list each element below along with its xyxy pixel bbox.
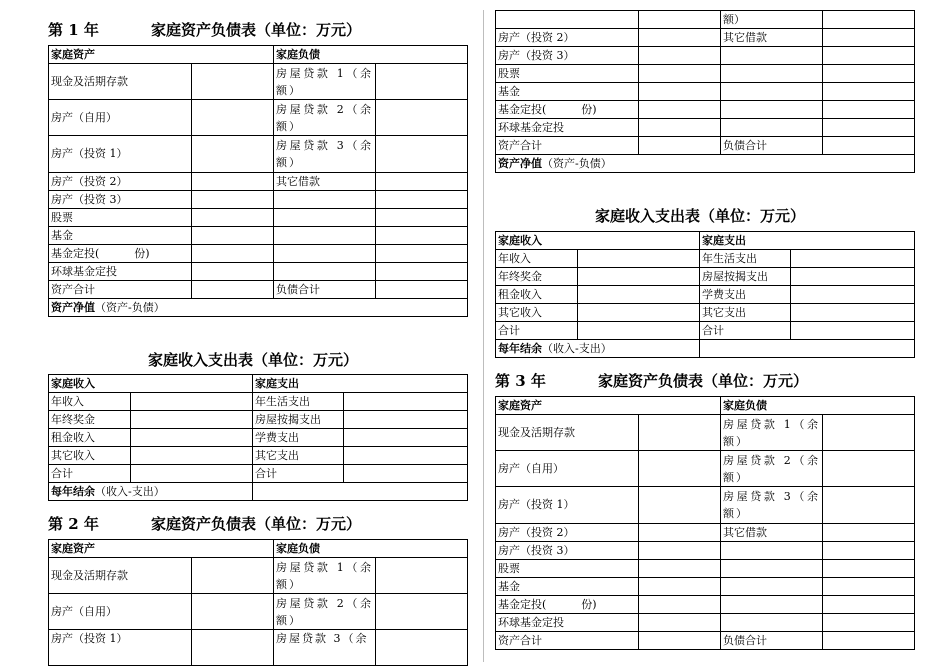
balance-sheet-title: 家庭资产负债表（单位：万元） [151, 515, 362, 533]
value-cell[interactable] [192, 173, 274, 191]
net-worth-note: （资产-负债） [542, 156, 612, 170]
row-label: 房产（投资 2） [496, 524, 639, 542]
value-cell[interactable] [578, 304, 700, 322]
value-cell[interactable] [700, 340, 915, 358]
assets-header: 家庭资产 [49, 46, 274, 64]
value-cell[interactable] [639, 451, 721, 487]
table-row [496, 487, 915, 524]
value-cell[interactable] [791, 250, 915, 268]
row-label: 房屋贷款 2（余额） [274, 100, 376, 136]
row-label: 其它收入 [49, 447, 131, 465]
row-label: 基金定投( 份) [49, 245, 192, 263]
value-cell[interactable] [376, 100, 468, 136]
table-row [49, 100, 468, 136]
row-label: 合计 [496, 322, 578, 340]
value-cell[interactable] [823, 632, 915, 650]
surplus-row [49, 483, 253, 501]
table-row [49, 411, 468, 429]
row-label: 年收入 [49, 393, 131, 411]
row-label: 额） [721, 11, 823, 29]
table-row [496, 155, 915, 173]
row-label: 合计 [49, 465, 131, 483]
table-row [49, 558, 468, 594]
net-worth-label: 资产净值 [498, 156, 542, 170]
table-row [496, 286, 915, 304]
row-label: 年生活支出 [700, 250, 791, 268]
table-row [49, 263, 468, 281]
value-cell[interactable] [192, 64, 274, 100]
table-row [496, 524, 915, 542]
assets-header: 家庭资产 [496, 397, 721, 415]
table-row [49, 594, 468, 630]
value-cell[interactable] [344, 429, 468, 447]
table-row [496, 322, 915, 340]
value-cell[interactable] [192, 263, 274, 281]
value-cell[interactable] [823, 487, 915, 524]
row-label: 房产（自用） [49, 100, 192, 136]
table-row [49, 375, 468, 393]
table-row [49, 64, 468, 100]
row-label: 租金收入 [496, 286, 578, 304]
value-cell[interactable] [823, 451, 915, 487]
table-row [496, 614, 915, 632]
value-cell[interactable] [131, 429, 253, 447]
row-label: 其它借款 [721, 524, 823, 542]
value-cell[interactable] [639, 83, 721, 101]
value-cell[interactable] [192, 136, 274, 173]
row-label: 房产（投资 3） [49, 191, 192, 209]
row-label: 房屋贷款 3（余额） [274, 136, 376, 173]
table-row [496, 560, 915, 578]
year-label: 第 2 年 [48, 515, 99, 533]
surplus-label: 每年结余 [498, 341, 542, 355]
value-cell[interactable] [639, 632, 721, 650]
value-cell[interactable] [639, 29, 721, 47]
table-row [49, 136, 468, 173]
row-label: 年生活支出 [253, 393, 344, 411]
row-label: 房屋贷款 3（余 [274, 630, 376, 666]
table-row [49, 540, 468, 558]
value-cell[interactable] [376, 594, 468, 630]
table-row [49, 173, 468, 191]
balance-sheet-year-1 [48, 45, 468, 317]
value-cell[interactable] [376, 281, 468, 299]
value-cell[interactable] [791, 268, 915, 286]
balance-sheet-title: 家庭资产负债表（单位：万元） [151, 21, 362, 39]
row-label: 房屋贷款 3（余额） [721, 487, 823, 524]
table-row [49, 393, 468, 411]
surplus-note: （收入-支出） [95, 484, 165, 498]
assets-header: 家庭资产 [49, 540, 274, 558]
income-sheet-year-2 [495, 231, 915, 358]
value-cell[interactable] [639, 65, 721, 83]
row-label: 负债合计 [721, 632, 823, 650]
liabilities-header: 家庭负债 [721, 397, 915, 415]
row-label: 房屋贷款 1（余额） [274, 558, 376, 594]
row-label: 房产（投资 1） [49, 630, 192, 666]
table-row [496, 542, 915, 560]
table-row [496, 578, 915, 596]
surplus-note: （收入-支出） [542, 341, 612, 355]
table-row [496, 397, 915, 415]
value-cell[interactable] [344, 411, 468, 429]
row-label: 其它借款 [721, 29, 823, 47]
value-cell[interactable] [376, 136, 468, 173]
value-cell[interactable] [578, 250, 700, 268]
row-label: 房产（投资 2） [496, 29, 639, 47]
row-label: 股票 [496, 65, 639, 83]
row-label: 房屋贷款 1（余额） [721, 415, 823, 451]
value-cell[interactable] [192, 281, 274, 299]
row-label: 学费支出 [700, 286, 791, 304]
expense-header: 家庭支出 [253, 375, 468, 393]
value-cell[interactable] [192, 100, 274, 136]
value-cell[interactable] [639, 11, 721, 29]
value-cell[interactable] [376, 173, 468, 191]
table-row [49, 465, 468, 483]
value-cell[interactable] [823, 524, 915, 542]
row-label: 房产（自用） [496, 451, 639, 487]
surplus-label: 每年结余 [51, 484, 95, 498]
expense-header: 家庭支出 [700, 232, 915, 250]
value-cell[interactable] [578, 268, 700, 286]
value-cell[interactable] [791, 286, 915, 304]
row-label: 房产（投资 2） [49, 173, 192, 191]
balance-sheet-year-2 [48, 539, 468, 666]
table-row [496, 29, 915, 47]
value-cell[interactable] [639, 578, 721, 596]
table-row [496, 250, 915, 268]
liabilities-header: 家庭负债 [274, 540, 468, 558]
row-label: 其它支出 [253, 447, 344, 465]
row-label: 资产合计 [496, 632, 639, 650]
value-cell[interactable] [192, 227, 274, 245]
row-label: 房产（投资 1） [49, 136, 192, 173]
row-label: 资产合计 [49, 281, 192, 299]
row-label: 基金 [496, 578, 639, 596]
row-label: 现金及活期存款 [496, 415, 639, 451]
row-label: 房产（投资 1） [496, 487, 639, 524]
value-cell[interactable] [192, 191, 274, 209]
table-row [496, 47, 915, 65]
value-cell[interactable] [192, 245, 274, 263]
table-row [496, 596, 915, 614]
value-cell[interactable] [639, 119, 721, 137]
value-cell[interactable] [578, 286, 700, 304]
value-cell[interactable] [131, 411, 253, 429]
value-cell[interactable] [639, 415, 721, 451]
row-label: 其它收入 [496, 304, 578, 322]
row-label: 房屋贷款 2（余额） [274, 594, 376, 630]
table-row [49, 209, 468, 227]
value-cell[interactable] [823, 11, 915, 29]
value-cell[interactable] [344, 447, 468, 465]
row-label: 房屋贷款 1（余额） [274, 64, 376, 100]
net-worth-row [496, 155, 915, 173]
income-sheet-year-1 [48, 374, 468, 501]
value-cell[interactable] [639, 101, 721, 119]
table-row [496, 83, 915, 101]
balance-sheet-title: 家庭资产负债表（单位：万元） [598, 372, 809, 390]
table-row [496, 11, 915, 29]
row-label: 环球基金定投 [49, 263, 192, 281]
row-label: 学费支出 [253, 429, 344, 447]
row-label: 房产（投资 3） [496, 542, 639, 560]
row-label: 负债合计 [274, 281, 376, 299]
surplus-row [496, 340, 700, 358]
value-cell[interactable] [131, 393, 253, 411]
row-label: 环球基金定投 [496, 119, 639, 137]
table-row [496, 268, 915, 286]
table-row [49, 46, 468, 64]
balance-sheet-year-3 [495, 396, 915, 650]
row-label: 房屋按揭支出 [700, 268, 791, 286]
row-label: 合计 [253, 465, 344, 483]
value-cell[interactable] [639, 487, 721, 524]
value-cell[interactable] [253, 483, 468, 501]
value-cell[interactable] [823, 415, 915, 451]
row-label: 现金及活期存款 [49, 64, 192, 100]
value-cell[interactable] [639, 542, 721, 560]
value-cell[interactable] [344, 393, 468, 411]
value-cell[interactable] [578, 322, 700, 340]
row-label: 基金定投( 份) [496, 101, 639, 119]
table-row [49, 483, 468, 501]
table-row [49, 191, 468, 209]
table-row [49, 299, 468, 317]
row-label: 房产（投资 3） [496, 47, 639, 65]
row-label: 房产（自用） [49, 594, 192, 630]
table-row [496, 340, 915, 358]
income-header: 家庭收入 [49, 375, 253, 393]
value-cell[interactable] [131, 447, 253, 465]
table-row [496, 451, 915, 487]
year-label: 第 3 年 [495, 372, 546, 390]
value-cell[interactable] [131, 465, 253, 483]
table-row [496, 415, 915, 451]
value-cell[interactable] [376, 64, 468, 100]
value-cell[interactable] [639, 560, 721, 578]
liabilities-header: 家庭负债 [274, 46, 468, 64]
value-cell[interactable] [639, 614, 721, 632]
row-label: 年终奖金 [49, 411, 131, 429]
value-cell[interactable] [823, 137, 915, 155]
row-label: 现金及活期存款 [49, 558, 192, 594]
row-label: 房屋贷款 2（余额） [721, 451, 823, 487]
table-row [49, 447, 468, 465]
table-row [49, 429, 468, 447]
net-worth-row [49, 299, 468, 317]
row-label: 年收入 [496, 250, 578, 268]
year-label: 第 1 年 [48, 21, 99, 39]
value-cell[interactable] [639, 47, 721, 65]
table-row [49, 245, 468, 263]
income-sheet-title: 家庭收入支出表（单位：万元） [148, 351, 359, 369]
row-label: 股票 [49, 209, 192, 227]
value-cell[interactable] [639, 137, 721, 155]
table-row [496, 632, 915, 650]
table-row [496, 304, 915, 322]
net-worth-note: （资产-负债） [95, 300, 165, 314]
value-cell[interactable] [192, 594, 274, 630]
row-label: 环球基金定投 [496, 614, 639, 632]
row-label: 负债合计 [721, 137, 823, 155]
table-row [49, 281, 468, 299]
row-label: 合计 [700, 322, 791, 340]
table-row [49, 630, 468, 666]
value-cell[interactable] [639, 524, 721, 542]
row-label: 年终奖金 [496, 268, 578, 286]
table-row [49, 227, 468, 245]
table-row [496, 137, 915, 155]
value-cell[interactable] [376, 558, 468, 594]
balance-sheet-year-2-continued [495, 10, 915, 173]
value-cell[interactable] [344, 465, 468, 483]
value-cell[interactable] [376, 630, 468, 666]
value-cell[interactable] [791, 322, 915, 340]
column-divider [483, 10, 484, 662]
value-cell[interactable] [192, 209, 274, 227]
table-row [496, 119, 915, 137]
income-sheet-title: 家庭收入支出表（单位：万元） [595, 207, 806, 225]
row-label: 基金 [49, 227, 192, 245]
row-label: 房屋按揭支出 [253, 411, 344, 429]
row-label: 股票 [496, 560, 639, 578]
value-cell[interactable] [823, 29, 915, 47]
row-label: 租金收入 [49, 429, 131, 447]
net-worth-label: 资产净值 [51, 300, 95, 314]
row-label: 其它借款 [274, 173, 376, 191]
value-cell[interactable] [639, 596, 721, 614]
table-row [496, 65, 915, 83]
value-cell[interactable] [192, 630, 274, 666]
row-label: 资产合计 [496, 137, 639, 155]
row-label: 其它支出 [700, 304, 791, 322]
value-cell[interactable] [192, 558, 274, 594]
value-cell[interactable] [791, 304, 915, 322]
row-label: 基金定投( 份) [496, 596, 639, 614]
table-row [496, 101, 915, 119]
income-header: 家庭收入 [496, 232, 700, 250]
table-row [496, 232, 915, 250]
row-label: 基金 [496, 83, 639, 101]
